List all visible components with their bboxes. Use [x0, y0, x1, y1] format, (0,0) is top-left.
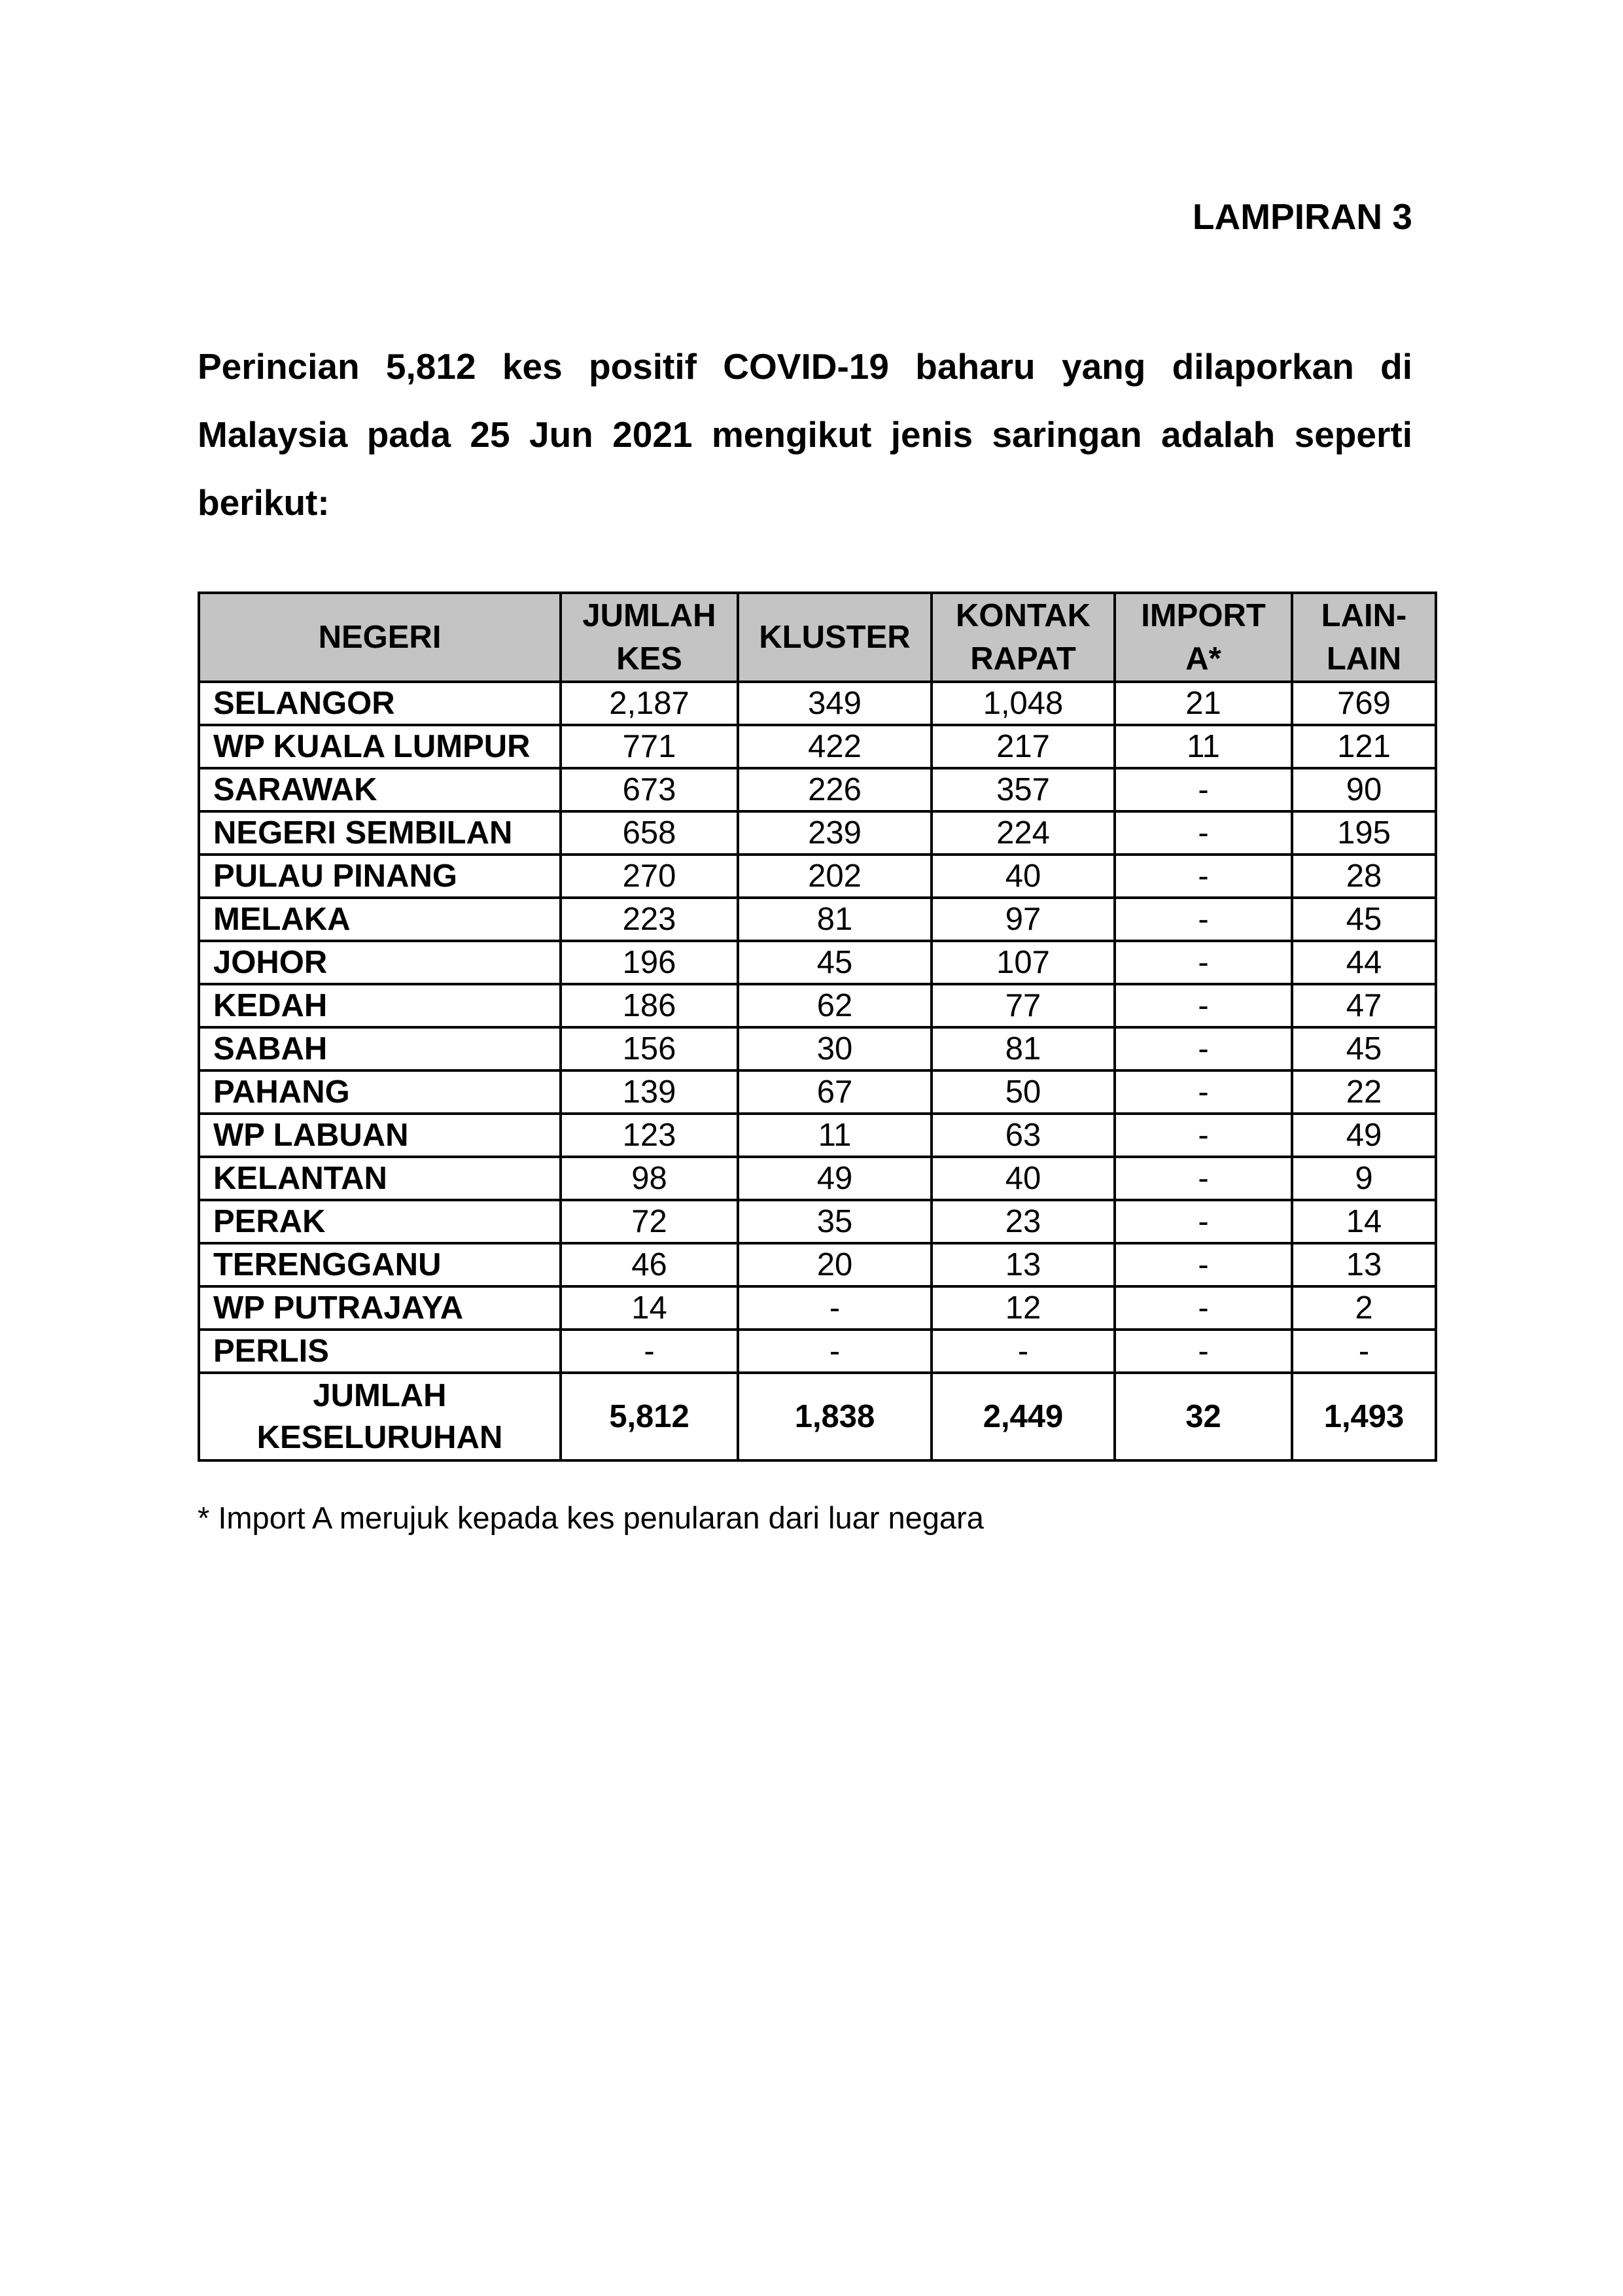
total-label-line2: KESELURUHAN [256, 1420, 503, 1455]
cluster-cell: 67 [738, 1070, 932, 1114]
others-cell: 45 [1292, 898, 1436, 941]
close-contact-cell: 1,048 [932, 682, 1115, 725]
header-cluster [738, 593, 932, 682]
cluster-cell: 226 [738, 768, 932, 811]
import-cell: - [1115, 855, 1292, 898]
total-cases-cell: 72 [561, 1200, 738, 1243]
import-cell: - [1115, 1243, 1292, 1286]
cluster-cell: - [738, 1286, 932, 1330]
header-total-cases-line2: KES [616, 641, 682, 677]
cluster-cell: 30 [738, 1027, 932, 1070]
total-cases-cell: 139 [561, 1070, 738, 1114]
cluster-cell: 239 [738, 811, 932, 855]
others-cell: 195 [1292, 811, 1436, 855]
cluster-cell: 349 [738, 682, 932, 725]
cluster-cell: 62 [738, 984, 932, 1027]
total-row [199, 1373, 1436, 1460]
state-cell: WP PUTRAJAYA [199, 1286, 561, 1330]
others-cell: 49 [1292, 1114, 1436, 1157]
import-cell: - [1115, 1027, 1292, 1070]
import-cell: - [1115, 898, 1292, 941]
grand-total-import-cell: 32 [1115, 1373, 1292, 1460]
header-others-line1: LAIN- [1321, 598, 1407, 633]
others-cell: 13 [1292, 1243, 1436, 1286]
close-contact-cell: 357 [932, 768, 1115, 811]
header-import-line1: IMPORT [1141, 598, 1266, 633]
table-row [199, 811, 1436, 855]
table-row [199, 1114, 1436, 1157]
header-close-contact-line1: KONTAK [956, 598, 1091, 633]
import-cell: - [1115, 941, 1292, 984]
cluster-cell: 11 [738, 1114, 932, 1157]
footnote: * Import A merujuk kepada kes penularan dari luar negara [198, 1500, 984, 1535]
others-cell: 44 [1292, 941, 1436, 984]
table-row [199, 1070, 1436, 1114]
state-cell: PAHANG [199, 1070, 561, 1114]
total-cases-cell: 46 [561, 1243, 738, 1286]
state-cell: PERLIS [199, 1330, 561, 1373]
total-label-cell [199, 1373, 561, 1460]
table-row [199, 898, 1436, 941]
header-import-line2: A* [1185, 641, 1221, 677]
header-others-line2: LAIN [1326, 641, 1402, 677]
header-total-cases [561, 593, 738, 682]
header-close-contact-line2: RAPAT [970, 641, 1076, 677]
state-cell: KELANTAN [199, 1157, 561, 1200]
table-row [199, 1286, 1436, 1330]
import-cell: - [1115, 1330, 1292, 1373]
grand-total-cluster-cell: 1,838 [738, 1373, 932, 1460]
total-cases-cell: 270 [561, 855, 738, 898]
close-contact-cell: 13 [932, 1243, 1115, 1286]
cluster-cell: 45 [738, 941, 932, 984]
total-cases-cell: 673 [561, 768, 738, 811]
total-cases-cell: 2,187 [561, 682, 738, 725]
total-cases-cell: 771 [561, 725, 738, 768]
close-contact-cell: 12 [932, 1286, 1115, 1330]
total-label-line1: JUMLAH [313, 1378, 447, 1413]
cluster-cell: 202 [738, 855, 932, 898]
total-cases-cell: 156 [561, 1027, 738, 1070]
cluster-cell: 35 [738, 1200, 932, 1243]
others-cell: 45 [1292, 1027, 1436, 1070]
close-contact-cell: 63 [932, 1114, 1115, 1157]
close-contact-cell: - [932, 1330, 1115, 1373]
table-row [199, 1243, 1436, 1286]
total-cases-cell: - [561, 1330, 738, 1373]
total-cases-cell: 14 [561, 1286, 738, 1330]
cluster-cell: 422 [738, 725, 932, 768]
import-cell: - [1115, 984, 1292, 1027]
header-others [1292, 593, 1436, 682]
state-cell: PULAU PINANG [199, 855, 561, 898]
grand-total-contact-cell: 2,449 [932, 1373, 1115, 1460]
state-cell: NEGERI SEMBILAN [199, 811, 561, 855]
import-cell: 11 [1115, 725, 1292, 768]
others-cell: - [1292, 1330, 1436, 1373]
import-cell: - [1115, 1114, 1292, 1157]
header-import [1115, 593, 1292, 682]
table-row [199, 855, 1436, 898]
table-row [199, 1200, 1436, 1243]
header-total-cases-line1: JUMLAH [582, 598, 716, 633]
state-cell: SABAH [199, 1027, 561, 1070]
header-cluster-label: KLUSTER [759, 620, 911, 655]
close-contact-cell: 217 [932, 725, 1115, 768]
header-state-label: NEGERI [318, 620, 442, 655]
attachment-label: LAMPIRAN 3 [1192, 196, 1412, 237]
table-row [199, 725, 1436, 768]
state-cell: TERENGGANU [199, 1243, 561, 1286]
total-cases-cell: 223 [561, 898, 738, 941]
others-cell: 9 [1292, 1157, 1436, 1200]
import-cell: - [1115, 1157, 1292, 1200]
total-cases-cell: 196 [561, 941, 738, 984]
cluster-cell: 81 [738, 898, 932, 941]
import-cell: - [1115, 1286, 1292, 1330]
close-contact-cell: 81 [932, 1027, 1115, 1070]
others-cell: 28 [1292, 855, 1436, 898]
import-cell: - [1115, 1200, 1292, 1243]
close-contact-cell: 50 [932, 1070, 1115, 1114]
total-cases-cell: 98 [561, 1157, 738, 1200]
close-contact-cell: 107 [932, 941, 1115, 984]
table-body [199, 682, 1436, 1460]
state-cell: JOHOR [199, 941, 561, 984]
import-cell: - [1115, 768, 1292, 811]
close-contact-cell: 23 [932, 1200, 1115, 1243]
others-cell: 22 [1292, 1070, 1436, 1114]
cluster-cell: - [738, 1330, 932, 1373]
others-cell: 2 [1292, 1286, 1436, 1330]
cluster-cell: 49 [738, 1157, 932, 1200]
table-row [199, 1157, 1436, 1200]
table-row [199, 768, 1436, 811]
table-header [199, 593, 1436, 682]
close-contact-cell: 40 [932, 855, 1115, 898]
state-cell: SARAWAK [199, 768, 561, 811]
header-close-contact [932, 593, 1115, 682]
grand-total-others-cell: 1,493 [1292, 1373, 1436, 1460]
others-cell: 47 [1292, 984, 1436, 1027]
close-contact-cell: 40 [932, 1157, 1115, 1200]
header-state [199, 593, 561, 682]
state-cell: SELANGOR [199, 682, 561, 725]
total-cases-cell: 186 [561, 984, 738, 1027]
table-row [199, 984, 1436, 1027]
close-contact-cell: 77 [932, 984, 1115, 1027]
others-cell: 769 [1292, 682, 1436, 725]
grand-total-cases-cell: 5,812 [561, 1373, 738, 1460]
cluster-cell: 20 [738, 1243, 932, 1286]
state-cell: WP LABUAN [199, 1114, 561, 1157]
state-cell: KEDAH [199, 984, 561, 1027]
others-cell: 90 [1292, 768, 1436, 811]
others-cell: 14 [1292, 1200, 1436, 1243]
close-contact-cell: 97 [932, 898, 1115, 941]
state-cell: PERAK [199, 1200, 561, 1243]
close-contact-cell: 224 [932, 811, 1115, 855]
import-cell: 21 [1115, 682, 1292, 725]
covid-cases-table [198, 592, 1437, 1462]
others-cell: 121 [1292, 725, 1436, 768]
import-cell: - [1115, 811, 1292, 855]
table-row [199, 1330, 1436, 1373]
state-cell: MELAKA [199, 898, 561, 941]
header-row [199, 593, 1436, 682]
state-cell: WP KUALA LUMPUR [199, 725, 561, 768]
table-row [199, 1027, 1436, 1070]
import-cell: - [1115, 1070, 1292, 1114]
intro-paragraph: Perincian 5,812 kes positif COVID-19 baharu yang dilaporkan di Malaysia pada 25 Jun 2021 mengikut jenis saringan adalah seperti berikut: [198, 346, 1412, 523]
table-row [199, 682, 1436, 725]
table-row [199, 941, 1436, 984]
total-cases-cell: 658 [561, 811, 738, 855]
total-cases-cell: 123 [561, 1114, 738, 1157]
